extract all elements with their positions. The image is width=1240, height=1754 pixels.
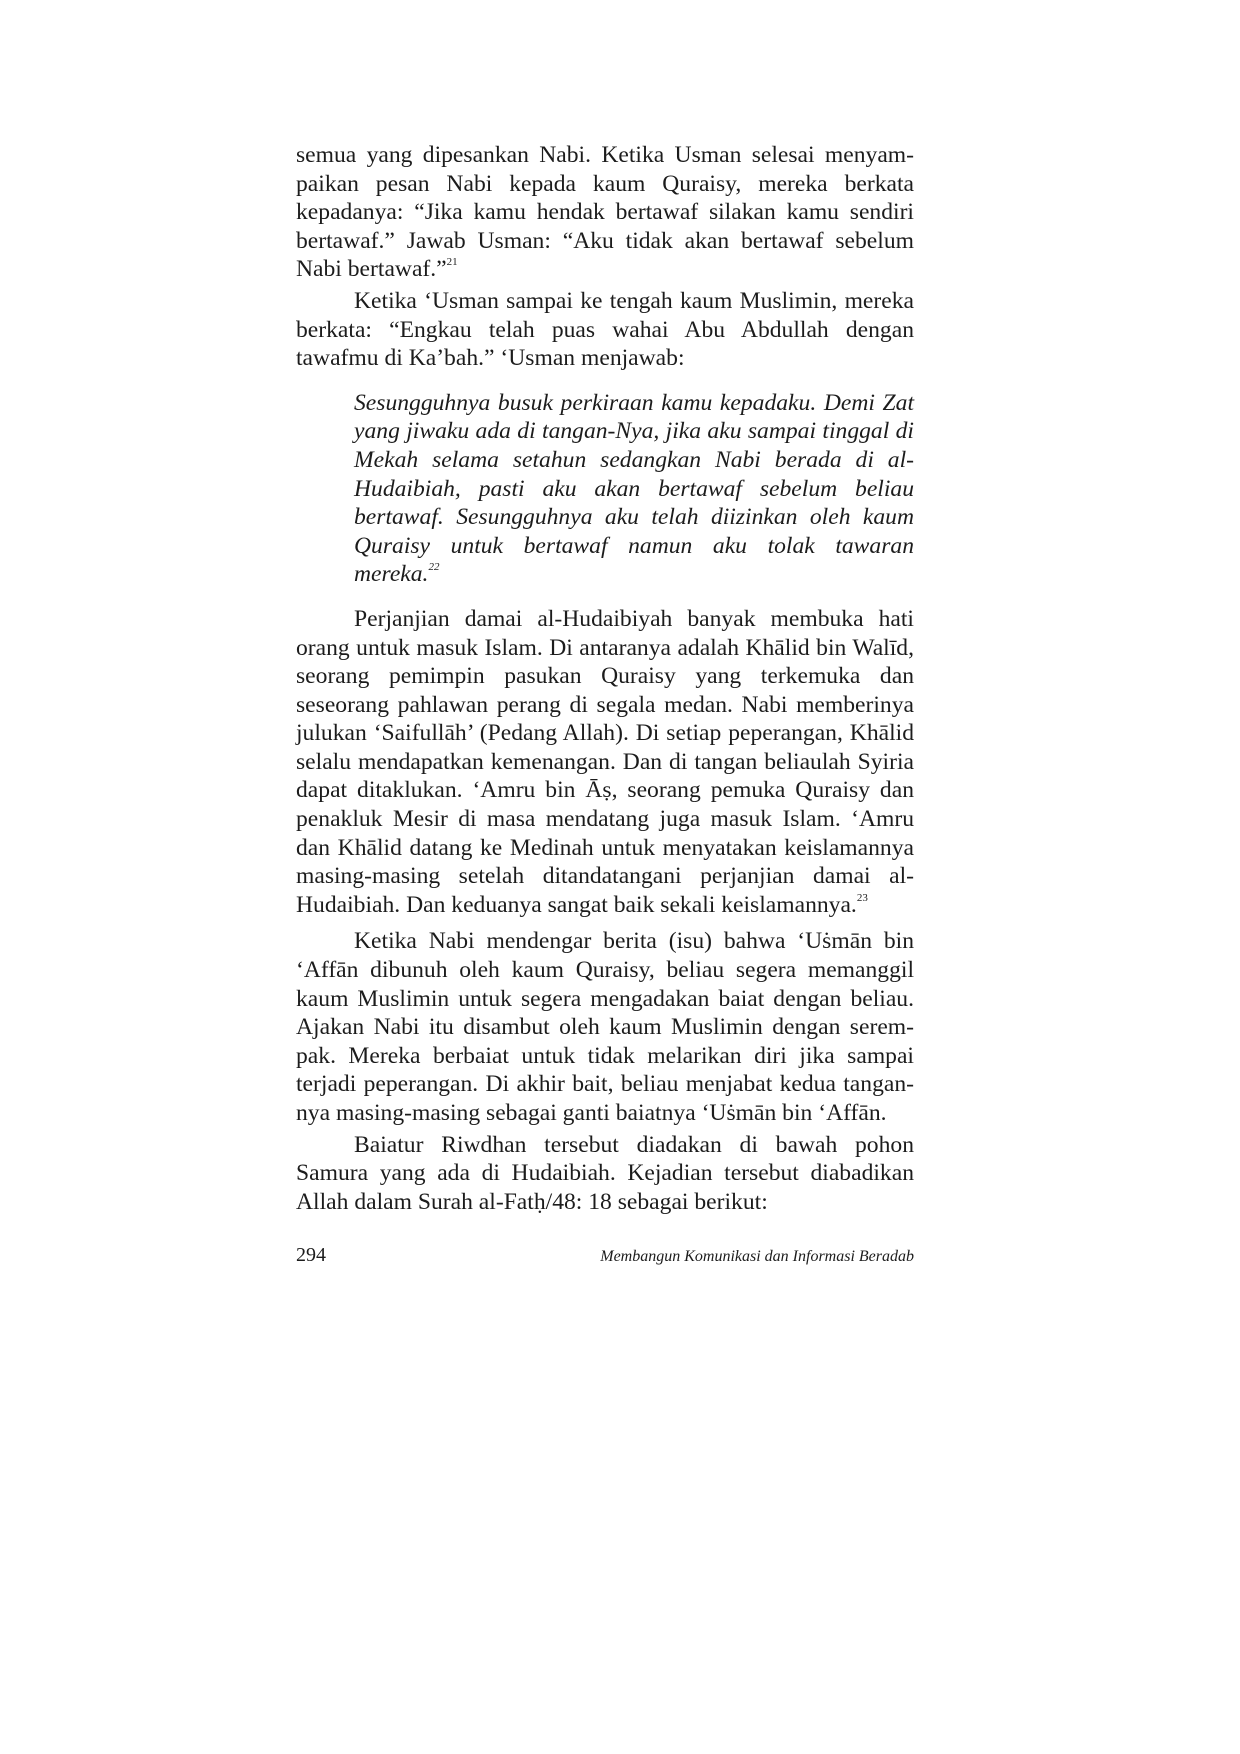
page-body <box>296 141 914 1216</box>
paragraph-1-text: semua yang dipesankan Nabi. Ketika Usman selesai menyampaikan pesan Nabi kepada kaum Quraisy, mereka berkata kepadanya: “Jika kamu hendak bertawaf silakan kamu sendiri bertawaf.” Jawab Usman: “Aku tidak akan bertawaf sebelum Nabi bertawaf.” <box>296 142 914 283</box>
paragraph-3 <box>296 605 914 920</box>
page-footer <box>296 1244 914 1274</box>
paragraph-5: Baiatur Riwdhan tersebut diadakan di bawah pohon Samura yang ada di Hudaibiah. Kejadian tersebut diabadikan Allah dalam Surah al-Fatḥ/48: 18 sebagai berikut: <box>296 1131 914 1215</box>
block-quote-text: Sesungguhnya busuk perkiraan kamu kepadaku. Demi Zat yang jiwaku ada di tangan-Nya, jika aku sampai tinggal di Mekah selama setahun sedangkan Nabi berada di al-Hudaibiah, pasti aku akan bertawaf sebelum beliau bertawaf. Sesungguhnya aku telah diizinkan oleh kaum Quraisy untuk bertawaf namun aku tolak tawaran mereka. <box>354 389 914 588</box>
paragraph-1 <box>296 141 914 284</box>
block-quote <box>354 389 914 589</box>
page-number: 294 <box>296 1244 326 1266</box>
running-title: Membangun Komunikasi dan Informasi Beradab <box>600 1248 914 1265</box>
paragraph-3-text: Perjanjian damai al-Hudaibiyah banyak membuka hati orang untuk masuk Islam. Di antaranya adalah Khālid bin Walīd, seorang pemimpin pasukan Quraisy yang terkemuka dan seseorang pahlawan perang di segala medan. Nabi memberinya julukan ‘Saifullāh’ (Pedang Allah). Di setiap peperangan, Khālid selalu mendapatkan kemenangan. Dan di tangan beliaulah Syiria dapat ditaklukan. ‘Amru bin Āṣ, seorang pemuka Quraisy dan penakluk Mesir di masa mendatang juga masuk Islam. ‘Amru dan Khālid datang ke Medinah untuk menyatakan keislamannya masing-masing setelah ditandatangani perjanjian damai al-Hudaibiah. Dan keduanya sangat baik sekali keislamannya. <box>296 605 914 918</box>
footnote-ref-23: 23 <box>856 891 868 904</box>
footnote-ref-21: 21 <box>446 256 458 269</box>
paragraph-4: Ketika Nabi mendengar berita (isu) bahwa ‘Uṡmān bin ‘Affān dibunuh oleh kaum Quraisy, beliau segera memanggil kaum Muslimin untuk segera mengadakan baiat dengan beliau. Ajakan Nabi itu disambut oleh kaum Muslimin dengan serempak. Mereka berbaiat untuk tidak melarikan diri jika sampai terjadi peperangan. Di akhir bait, beliau menjabat kedua tangannya masing-masing sebagai ganti baiatnya ‘Uṡmān bin ‘Affān. <box>296 928 914 1126</box>
footnote-ref-22: 22 <box>428 561 440 574</box>
paragraph-2: Ketika ‘Usman sampai ke tengah kaum Muslimin, mereka berkata: “Engkau telah puas wahai Abu Abdullah dengan tawafmu di Ka’bah.” ‘Usman menjawab: <box>296 287 914 372</box>
